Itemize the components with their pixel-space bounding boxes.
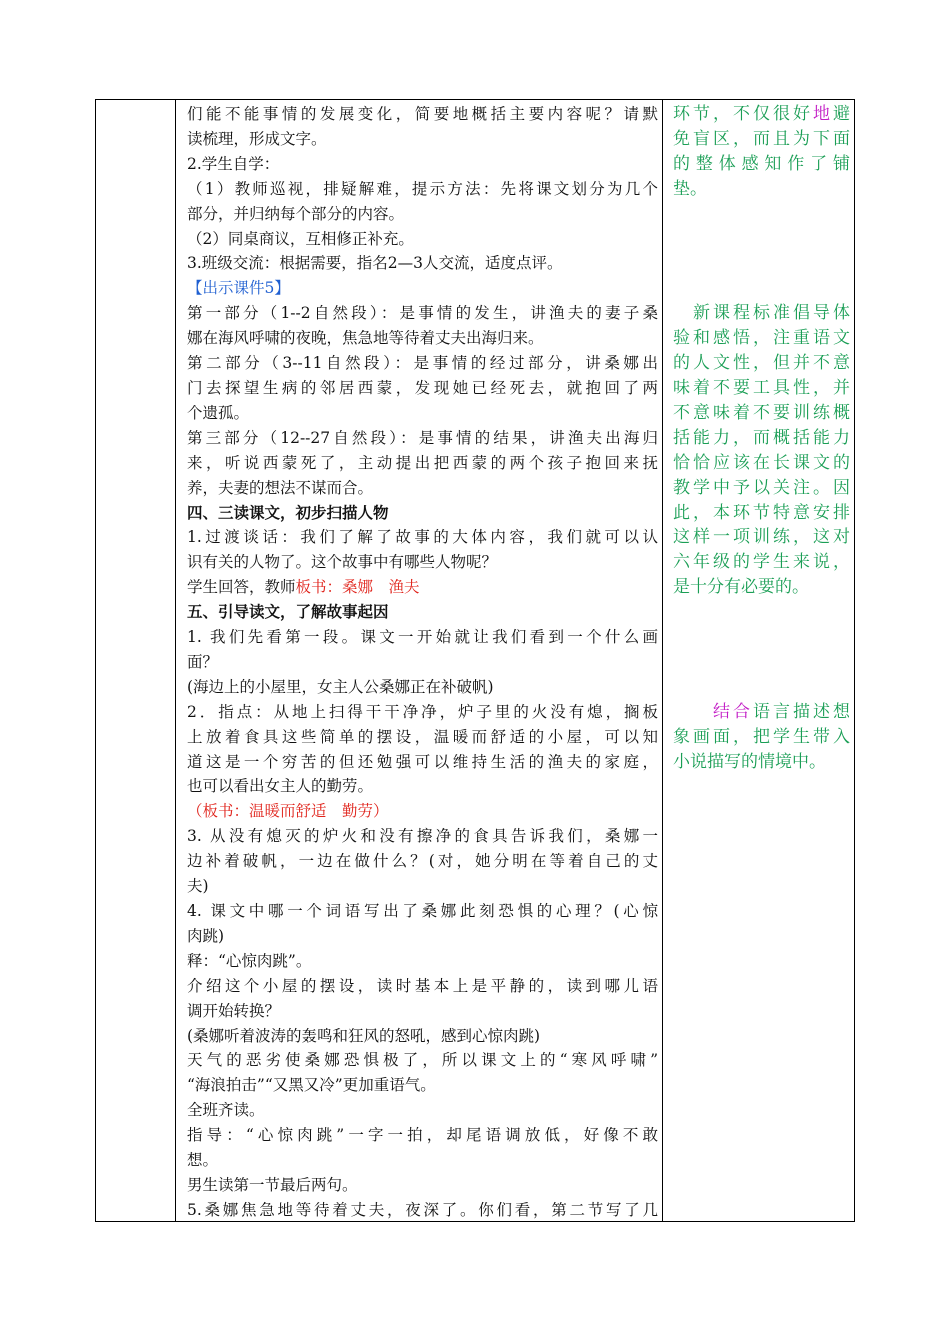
note-segment <box>673 702 713 722</box>
text-line: 第二部分（3--11自然段）：是事情的经过部分，讲桑娜出 <box>187 354 658 373</box>
note-segment: 语言描述想 <box>753 701 850 722</box>
design-rationale-cell <box>669 100 854 774</box>
text-line: 全班齐读。 <box>187 1101 265 1120</box>
text-line: （1）教师巡视，排疑解难，提示方法：先将课文划分为几个 <box>187 179 658 198</box>
text-line: 第一部分（1--2自然段）：是事情的发生，讲渔夫的妻子桑 <box>187 304 658 323</box>
note-line: 验和感悟，注重语文 <box>673 328 850 349</box>
text-line: 第三部分（12--27自然段）：是事情的结果，讲渔夫出海归 <box>187 428 658 447</box>
column-divider-1 <box>175 100 176 1221</box>
text-line: 1. 我们先看第一段。课文一开始就让我们看到一个什么画 <box>187 628 658 647</box>
note-segment: 结合 <box>713 701 753 722</box>
text-line: 1.过渡谈话：我们了解了故事的大体内容，我们就可以认 <box>187 528 658 547</box>
text-segment: 学生回答，教师 <box>187 578 296 597</box>
note-segment: 环节，不仅很好 <box>673 104 813 124</box>
blackboard-note: 板书：桑娜 渔夫 <box>295 578 420 597</box>
text-line: 们能不能事情的发展变化，简要地概括主要内容呢？请默 <box>187 105 658 123</box>
text-line: 释：“心惊肉跳”。 <box>187 951 312 970</box>
text-line: 5.桑娜焦急地等待着丈夫，夜深了。你们看，第二节写了几 <box>187 1200 658 1219</box>
note-line: 免盲区，而且为下面 <box>673 128 850 149</box>
note-line: 味着不要工具性，并 <box>673 377 850 398</box>
note-line: 垫。 <box>673 178 707 199</box>
text-line: 4. 课文中哪一个词语写出了桑娜此刻恐惧的心理？(心惊 <box>187 902 658 920</box>
courseware-label: 【出示课件5】 <box>187 279 290 298</box>
note-line: 教学中予以关注。因 <box>673 477 850 498</box>
text-line: (桑娜听着波涛的轰鸣和狂风的怒吼，感到心惊肉跳) <box>187 1026 541 1045</box>
note-line: 此，本环节特意安排 <box>673 502 850 523</box>
text-line: 2．指点：从地上扫得干干净净，炉子里的火没有熄，搁板 <box>187 702 658 721</box>
text-line: 来，听说西蒙死了，主动提出把西蒙的两个孩子抱回来抚 <box>187 453 658 472</box>
text-line: 识有关的人物了。这个故事中有哪些人物呢？ <box>187 553 498 572</box>
text-line: 想。 <box>187 1151 219 1170</box>
text-line: “海浪拍击”“又黑又冷”更加重语气。 <box>187 1076 436 1095</box>
note-line: 恰恰应该在长课文的 <box>673 452 850 473</box>
text-line: 上放着食具这些简单的摆设，温暖而舒适的小屋，可以知 <box>187 727 658 746</box>
text-line: 3. 从没有熄灭的炉火和没有擦净的食具告诉我们，桑娜一 <box>187 827 658 846</box>
note-line: 这样一项训练，这对 <box>673 527 850 548</box>
text-line: 道这是一个穷苦的但还勉强可以维持生活的渔夫的家庭， <box>187 752 658 771</box>
note-line: 是十分有必要的。 <box>673 577 809 598</box>
text-line: 夫) <box>187 877 209 896</box>
note-line: 新课程标准倡导体 <box>673 303 850 324</box>
note-line: 括能力，而概括能力 <box>673 427 850 448</box>
text-line <box>187 575 658 600</box>
text-line: 男生读第一节最后两句。 <box>187 1175 358 1194</box>
note-line <box>673 700 850 725</box>
text-line: 养，夫妻的想法不谋而合。 <box>187 478 374 497</box>
text-line: 面？ <box>187 652 219 671</box>
text-line: 调开始转换？ <box>187 1001 281 1020</box>
note-line <box>673 102 850 127</box>
text-line: （2）同桌商议，互相修正补充。 <box>187 229 414 248</box>
note-line: 不意味着不要训练概 <box>673 402 850 423</box>
text-line: 天气的恶劣使桑娜恐惧极了，所以课文上的“寒风呼啸” <box>187 1051 658 1070</box>
note-line: 六年级的学生来说， <box>673 552 850 573</box>
text-line: 读梳理，形成文字。 <box>187 129 327 148</box>
text-line: 部分，并归纳每个部分的内容。 <box>187 204 405 223</box>
text-line: 肉跳) <box>187 926 225 945</box>
note-segment: 避 <box>833 104 850 124</box>
teaching-process-cell <box>181 100 664 1223</box>
note-line: 象画面，把学生带入 <box>673 726 850 747</box>
note-line: 的人文性，但并不意 <box>673 353 850 374</box>
text-line: 指导：“心惊肉跳”一字一拍，却尾语调放低，好像不敢 <box>187 1126 658 1145</box>
section-heading: 四、三读课文，初步扫描人物 <box>187 502 389 522</box>
section-heading: 五、引导读文，了解故事起因 <box>187 602 389 622</box>
text-line: 娜在海风呼啸的夜晚，焦急地等待着丈夫出海归来。 <box>187 329 544 348</box>
text-line: 2.学生自学： <box>187 154 280 173</box>
text-line: (海边上的小屋里，女主人公桑娜正在补破帆) <box>187 677 494 696</box>
text-line: 也可以看出女主人的勤劳。 <box>187 777 374 796</box>
blackboard-note: （板书：温暖而舒适 勤劳） <box>187 802 389 821</box>
note-line: 小说描写的情境中。 <box>673 751 826 772</box>
note-segment: 地 <box>813 104 833 124</box>
text-line: 边补着破帆，一边在做什么？(对，她分明在等着自己的丈 <box>187 852 658 871</box>
lesson-plan-table <box>95 99 855 1222</box>
text-line: 3.班级交流：根据需要，指名2—3人交流，适度点评。 <box>187 254 563 273</box>
text-line: 个遗孤。 <box>187 403 250 422</box>
text-line: 介绍这个小屋的摆设，读时基本上是平静的，读到哪儿语 <box>187 976 658 995</box>
text-line: 门去探望生病的邻居西蒙，发现她已经死去，就抱回了两 <box>187 378 658 397</box>
note-line: 的整体感知作了铺 <box>673 153 850 174</box>
